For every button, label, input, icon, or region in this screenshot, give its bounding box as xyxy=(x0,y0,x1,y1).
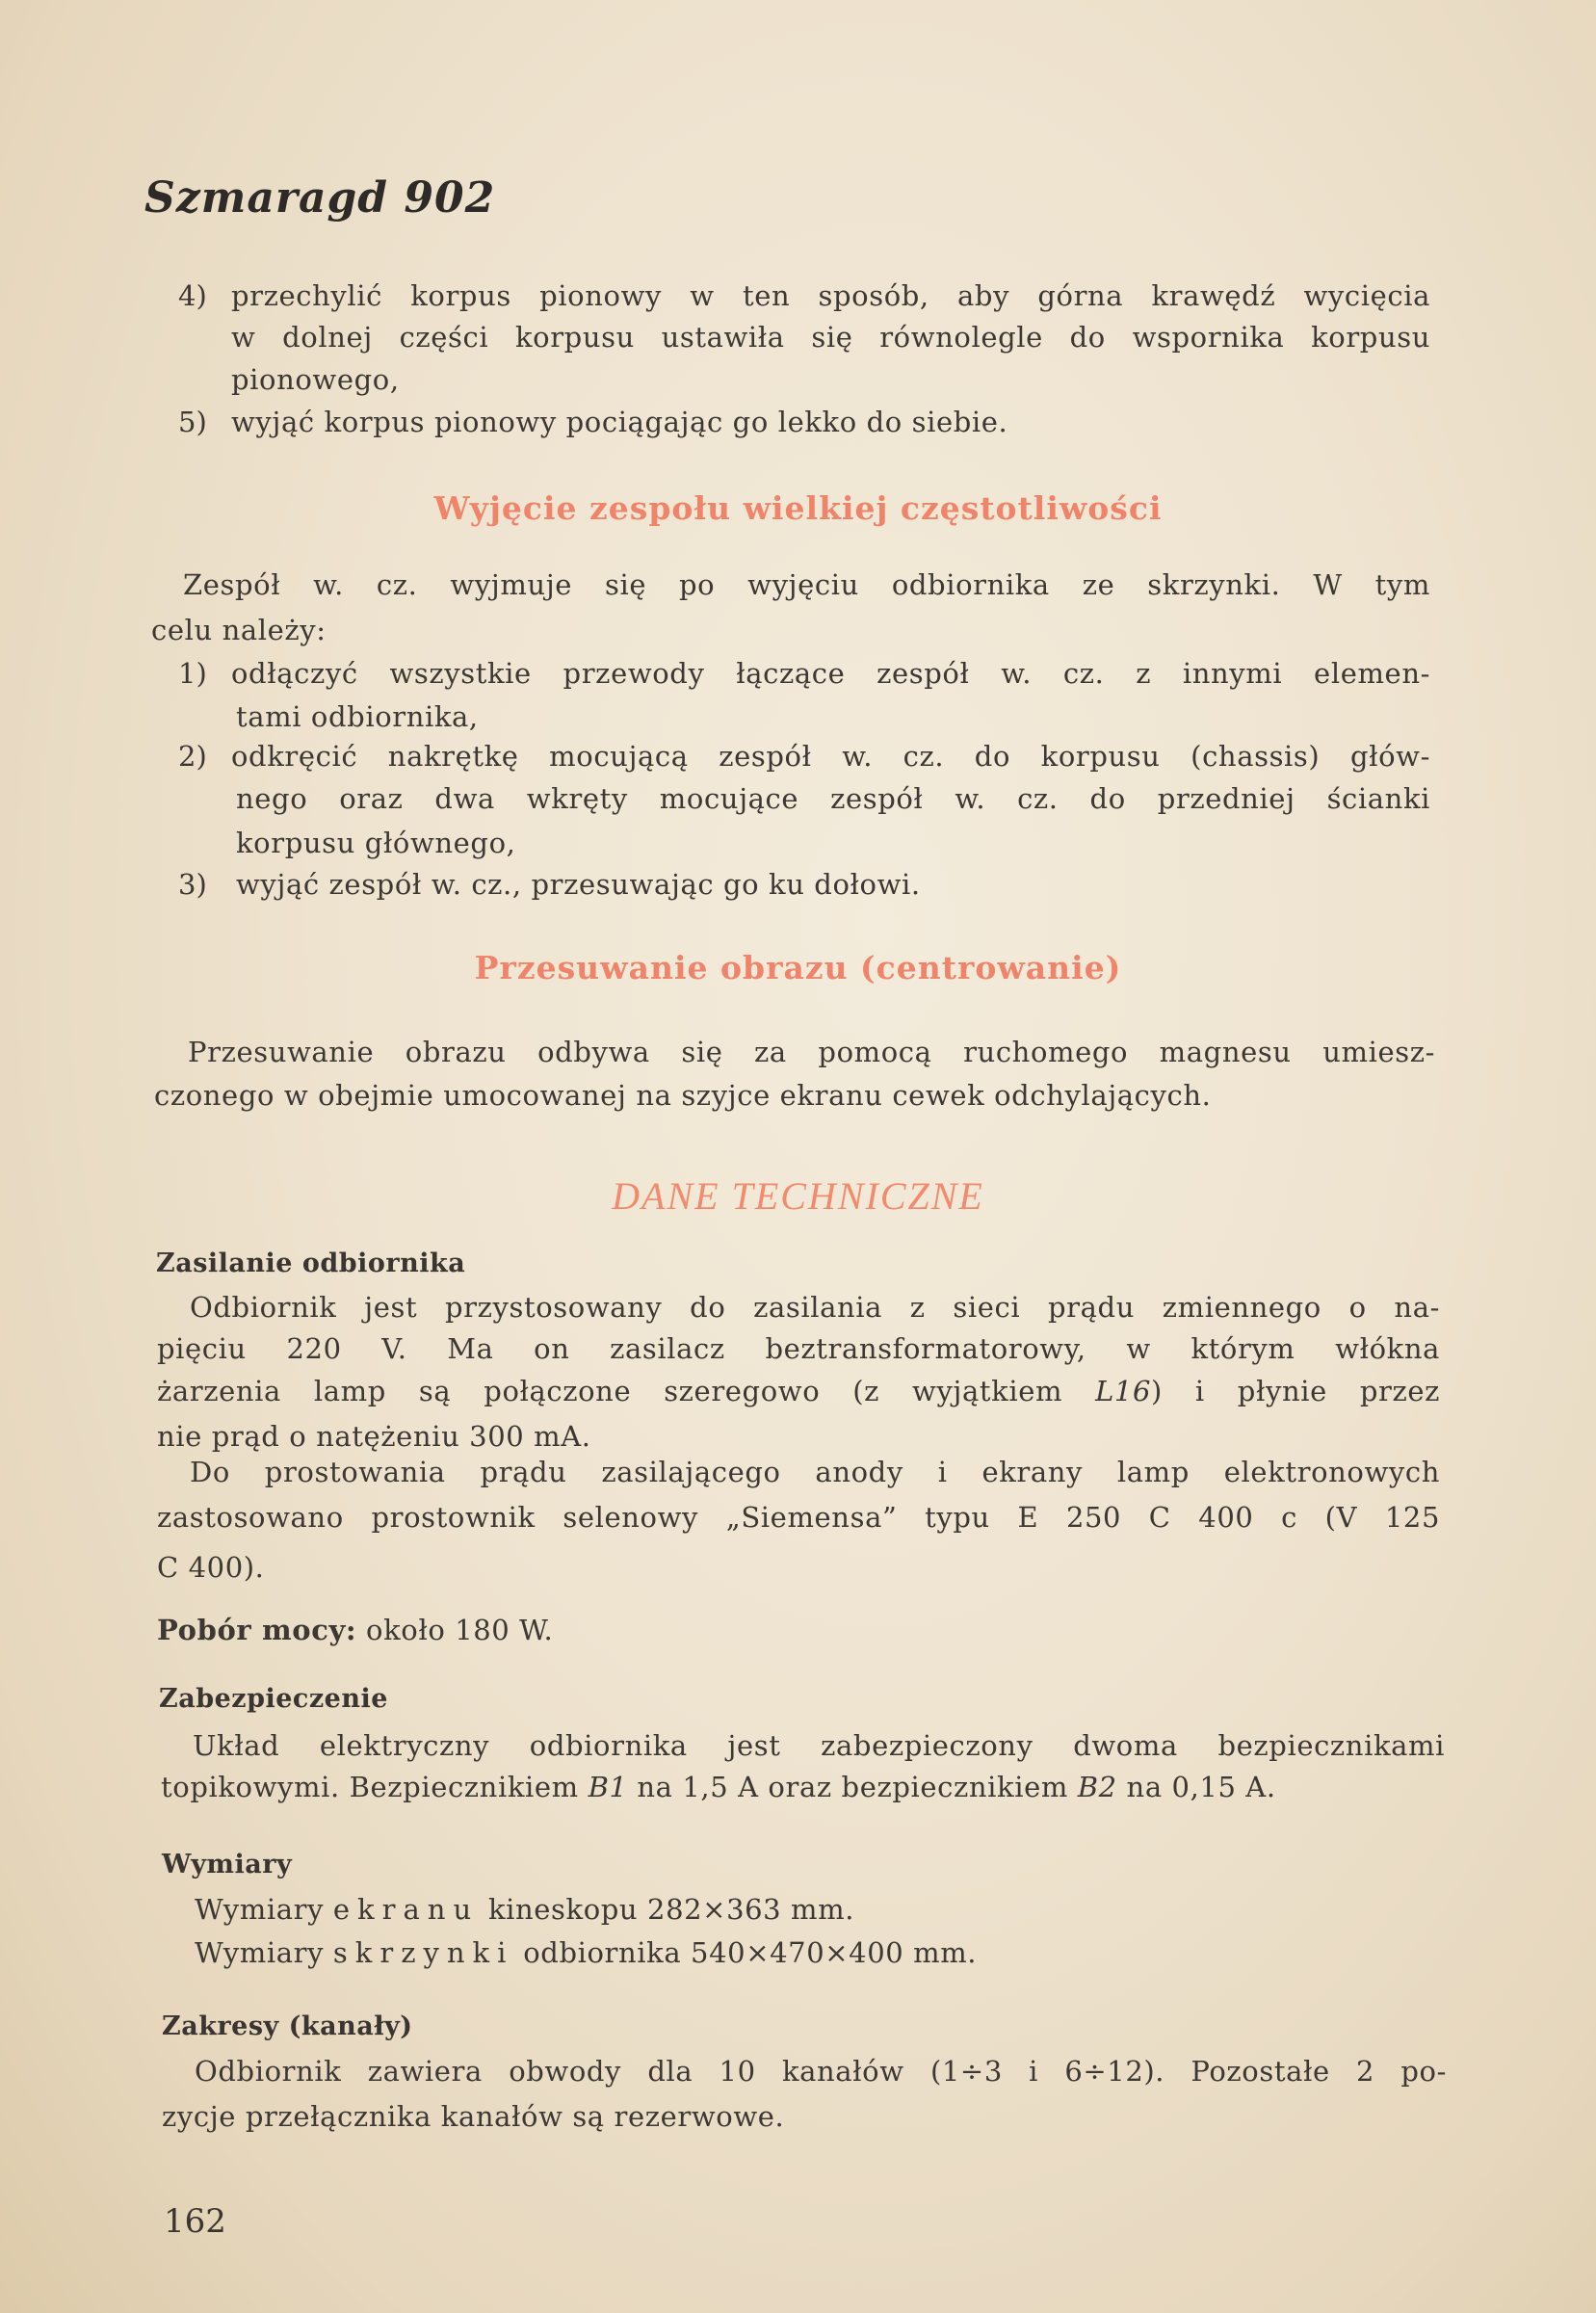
subheading-dimensions: Wymiary xyxy=(162,1850,293,1879)
paragraph-line xyxy=(157,1375,1440,1407)
subheading-power: Zasilanie odbiornika xyxy=(156,1248,466,1278)
page-header-title: Szmaragd 902 xyxy=(144,173,496,223)
paragraph-line: nie prąd o natężeniu 300 mA. xyxy=(157,1420,591,1453)
list-number: 1) xyxy=(178,657,207,690)
subheading-fuse: Zabezpieczenie xyxy=(159,1684,388,1714)
dimension-row xyxy=(195,1893,854,1926)
power-consumption-value: około 180 W. xyxy=(356,1614,554,1646)
list-item-line: korpusu głównego, xyxy=(236,827,516,859)
text-segment: odbiornika 540×470×400 mm. xyxy=(513,1936,978,1969)
text-segment: żarzenia lamp są połączone szeregowo (z wyjątkiem xyxy=(157,1375,1096,1407)
spaced-term: skrzynki xyxy=(332,1936,514,1969)
text-segment: na 0,15 A. xyxy=(1116,1771,1276,1803)
paragraph-line: czonego w obejmie umocowanej na szyjce ekranu cewek odchylających. xyxy=(154,1079,1212,1112)
text-segment: ) i płynie przez xyxy=(1151,1375,1440,1407)
spaced-term: ekranu xyxy=(332,1893,480,1926)
fuse-b2: B2 xyxy=(1077,1771,1117,1803)
paragraph-line: Układ elektryczny odbiornika jest zabezpieczony dwoma bezpiecznikami xyxy=(193,1729,1445,1762)
paragraph-line: Do prostowania prądu zasilającego anody i ekrany lamp elektronowych xyxy=(190,1456,1440,1488)
paragraph-line: Przesuwanie obrazu odbywa się za pomocą ruchomego magnesu umiesz- xyxy=(188,1036,1435,1068)
text-segment: Wymiary xyxy=(195,1893,333,1926)
list-number: 3) xyxy=(178,868,207,901)
paragraph-line: Odbiornik jest przystosowany do zasilania z sieci prądu zmiennego o na- xyxy=(190,1291,1440,1324)
dimension-row xyxy=(195,1936,977,1969)
paragraph-line: zastosowano prostownik selenowy „Siemensa” typu E 250 C 400 c (V 125 xyxy=(157,1501,1440,1534)
power-consumption-label: Pobór mocy: xyxy=(157,1614,357,1646)
paragraph-line xyxy=(161,1771,1276,1803)
list-item-line: wyjąć zespół w. cz., przesuwając go ku dołowi. xyxy=(236,868,921,901)
list-item-line: nego oraz dwa wkręty mocujące zespół w. cz. do przedniej ścianki xyxy=(236,782,1430,815)
list-number: 2) xyxy=(178,740,207,773)
list-item-line: w dolnej części korpusu ustawiła się równolegle do wspornika korpusu xyxy=(231,321,1430,354)
text-segment: kineskopu 282×363 mm. xyxy=(479,1893,855,1926)
text-segment: Wymiary xyxy=(195,1936,333,1969)
subheading-channels: Zakresy (kanały) xyxy=(162,2011,413,2041)
technical-data-heading: DANE TECHNICZNE xyxy=(612,1174,984,1218)
section-heading-hf: Wyjęcie zespołu wielkiej częstotliwości xyxy=(433,489,1163,527)
lamp-designation: L16 xyxy=(1095,1375,1152,1407)
paragraph-line: C 400). xyxy=(157,1551,265,1584)
section-heading-centering: Przesuwanie obrazu (centrowanie) xyxy=(474,949,1122,986)
page-number: 162 xyxy=(164,2202,226,2241)
paragraph-line: pięciu 220 V. Ma on zasilacz beztransformatorowy, w którym włókna xyxy=(157,1332,1440,1365)
paragraph-line: Zespół w. cz. wyjmuje się po wyjęciu odbiornika ze skrzynki. W tym xyxy=(183,568,1430,601)
text-segment: na 1,5 A oraz bezpiecznikiem xyxy=(627,1771,1078,1803)
list-number: 5) xyxy=(178,406,207,438)
text-segment: topikowymi. Bezpiecznikiem xyxy=(161,1771,589,1803)
paragraph-line: zycje przełącznika kanałów są rezerwowe. xyxy=(162,2100,785,2133)
list-item-line: pionowego, xyxy=(231,363,400,396)
paragraph-line: celu należy: xyxy=(151,614,327,646)
power-consumption xyxy=(157,1614,553,1646)
paragraph-line: Odbiornik zawiera obwody dla 10 kanałów (1÷3 i 6÷12). Pozostałe 2 po- xyxy=(195,2055,1447,2088)
fuse-b1: B1 xyxy=(588,1771,628,1803)
list-item-line: odłączyć wszystkie przewody łączące zespół w. cz. z innymi elemen- xyxy=(231,657,1430,690)
list-number: 4) xyxy=(178,279,207,312)
list-item-line: tami odbiornika, xyxy=(236,700,479,733)
list-item-line: przechylić korpus pionowy w ten sposób, aby górna krawędź wycięcia xyxy=(231,279,1430,312)
list-item-line: odkręcić nakrętkę mocującą zespół w. cz. do korpusu (chassis) głów- xyxy=(231,740,1430,773)
list-item-line: wyjąć korpus pionowy pociągając go lekko do siebie. xyxy=(231,406,1008,438)
